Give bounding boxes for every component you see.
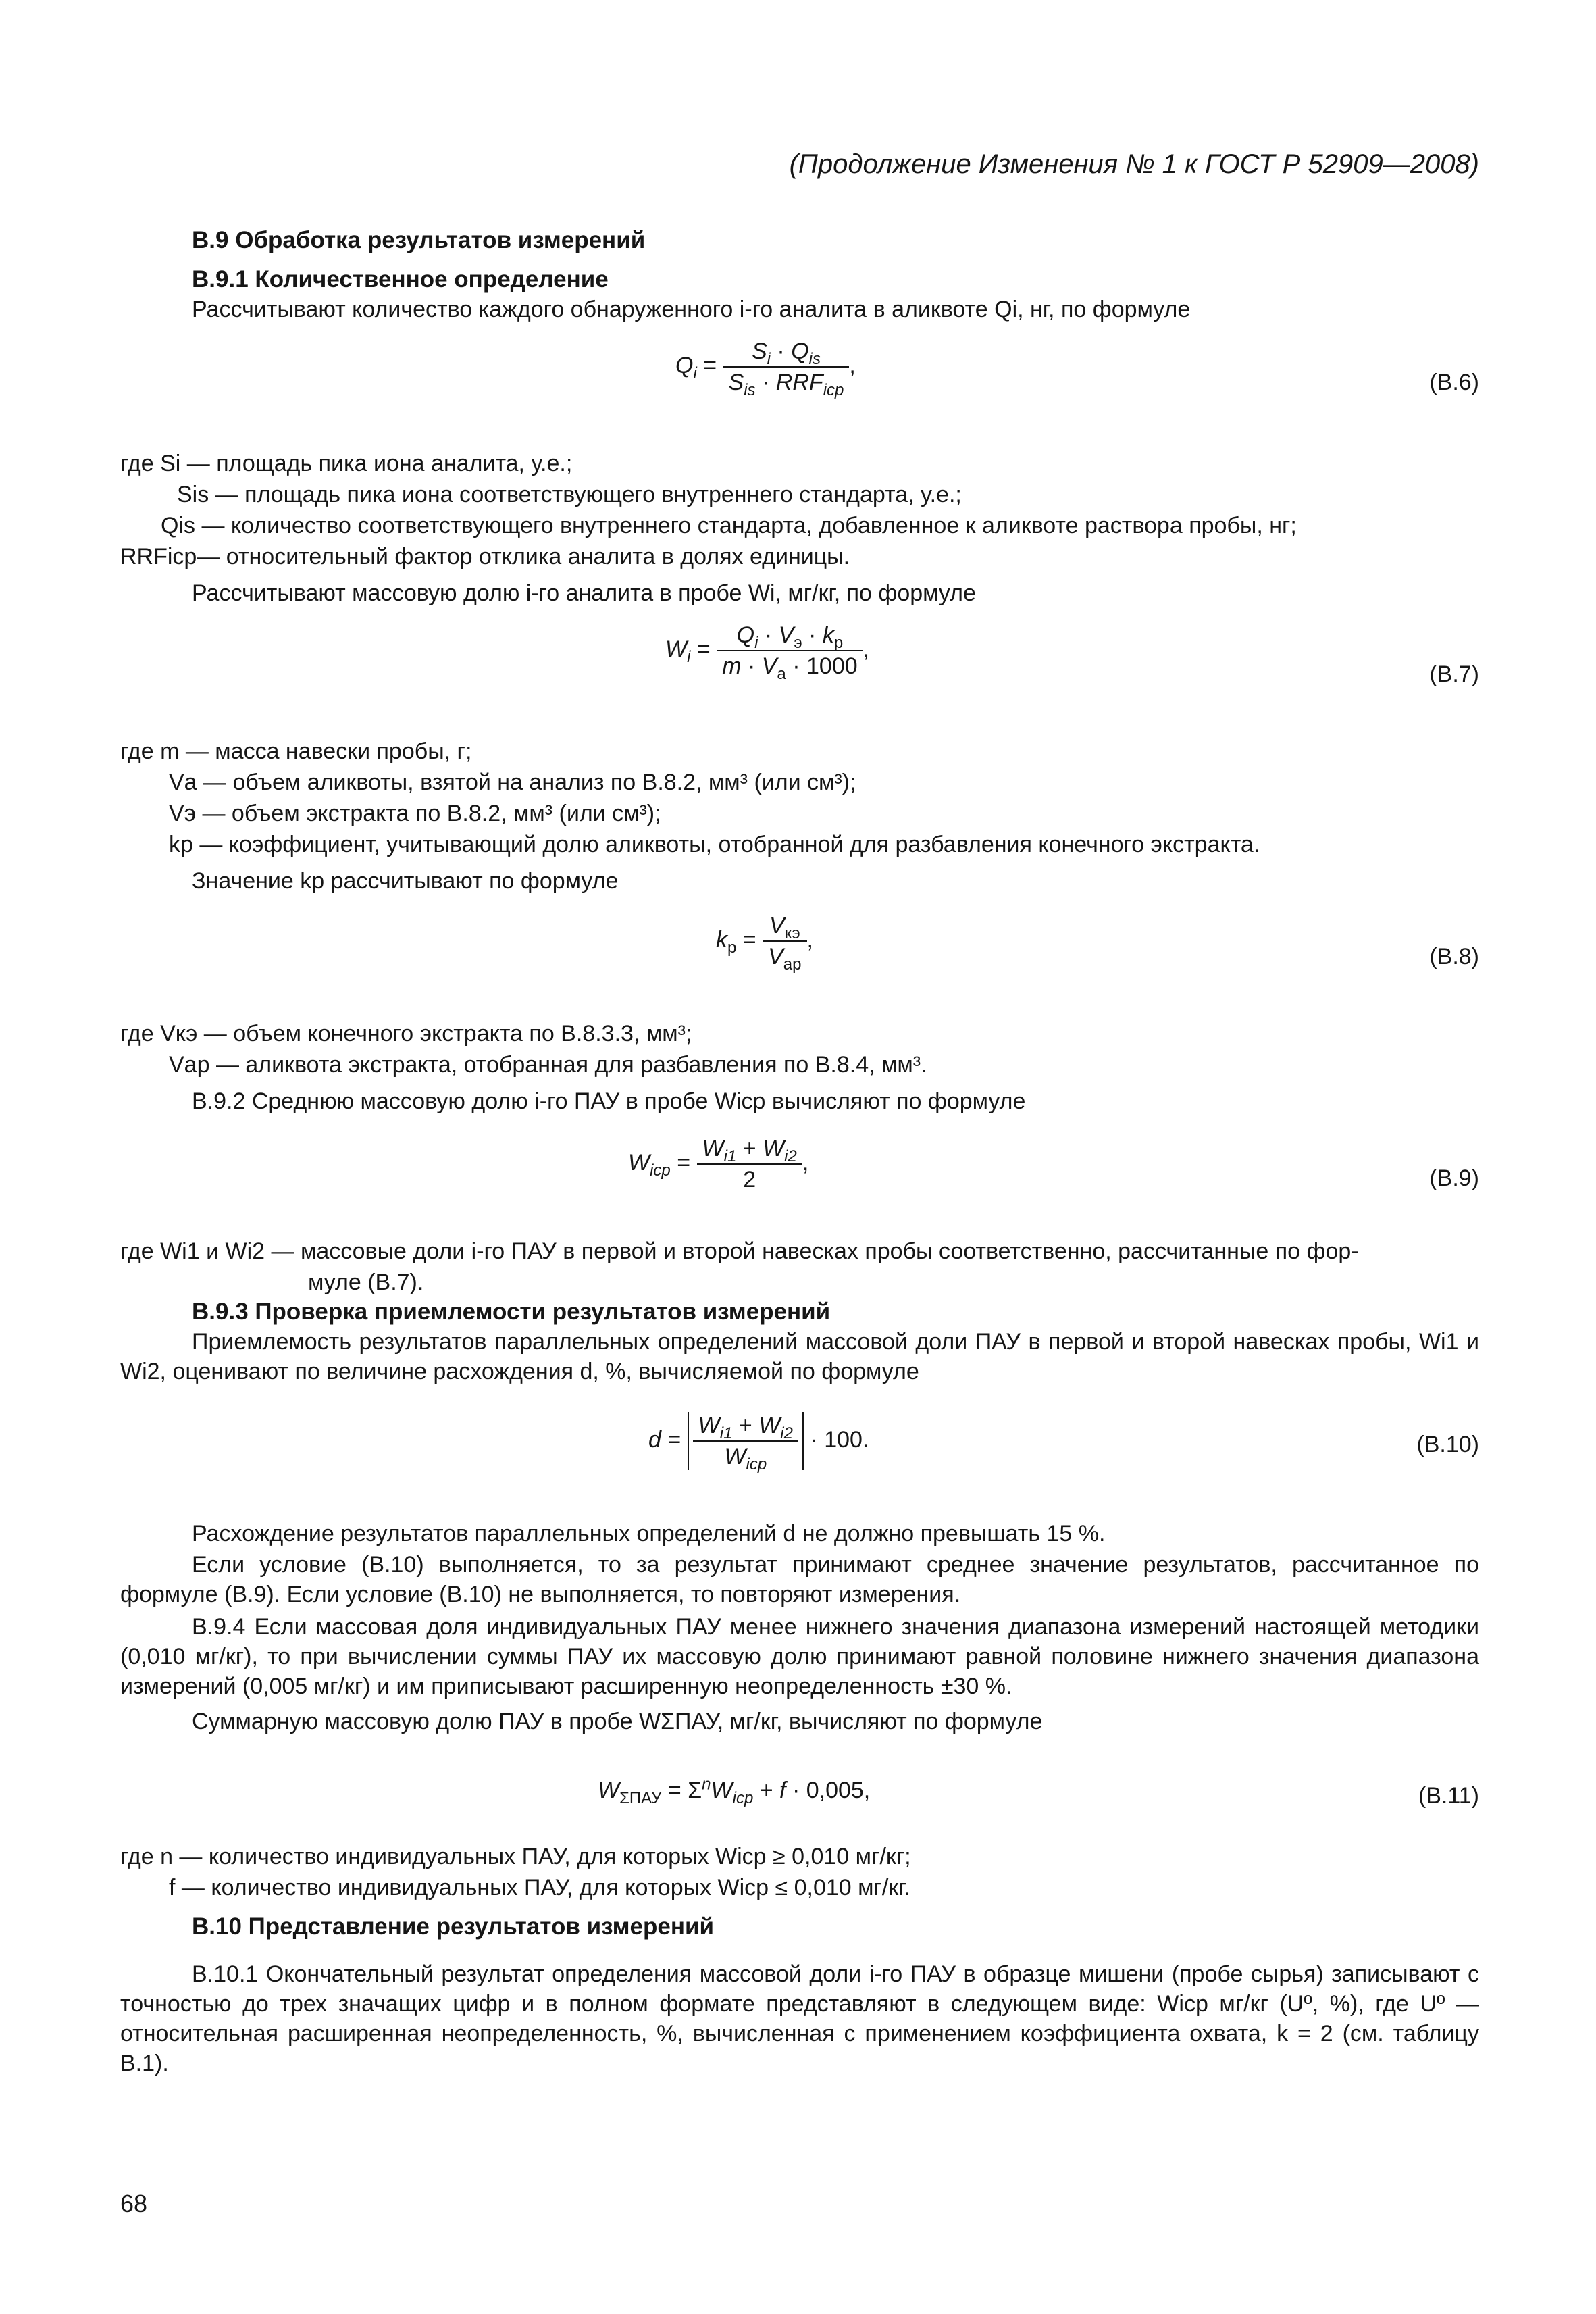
paragraph-condition: Если условие (В.10) выполняется, то за результат принимают среднее значение результатов, рассчитанное по формуле (В.9). Если условие (В.10) не выполняется, то повторяют измерения. xyxy=(120,1552,1479,1607)
formula-b8: $k_р$ = $\frac{V_{кэ}}{V_{ар}}$ , xyxy=(716,913,813,974)
formula-number-b7: (В.7) xyxy=(1429,661,1479,687)
paragraph-kp-intro: Значение kр рассчитывают по формуле xyxy=(192,868,619,894)
subsection-title-b91: В.9.1 Количественное определение xyxy=(192,266,609,293)
definition-q-is: Qis — количество соответствующего внутреннего стандарта, добавленное к аликвоте раствора пробы, нг; xyxy=(161,513,1297,538)
formula-b6: $Q_i$ = $\frac{S_i \cdot Q_{is}}{S_{is} \cdot RRF_{icp}}$ , xyxy=(675,338,856,399)
running-head: (Продолжение Изменения № 1 к ГОСТ Р 52909—2008) xyxy=(789,149,1479,179)
subsection-title-b93: В.9.3 Проверка приемлемости результатов измерений xyxy=(192,1299,831,1325)
formula-number-b6: (В.6) xyxy=(1429,370,1479,395)
formula-number-b8: (В.8) xyxy=(1429,944,1479,970)
definition-w-i1-i2-cont: муле (В.7). xyxy=(308,1269,424,1295)
formula-b11: $W_{\Sigma ПАУ} = \Sigma^nW_{icp} + f \cdot 0,005$, xyxy=(598,1775,871,1807)
formula-b9: $W_{icp}$ = $\frac{W_{i1} + W_{i2}}{2}$ , xyxy=(628,1136,809,1192)
formula-number-b9: (В.9) xyxy=(1429,1165,1479,1191)
definition-v-a: Vа — объем аликвоты, взятой на анализ по В.8.2, мм³ (или см³); xyxy=(169,770,856,795)
paragraph-divergence-limit: Расхождение результатов параллельных определений d не должно превышать 15 %. xyxy=(192,1521,1106,1546)
definition-s-is: Sis — площадь пика иона соответствующего внутреннего стандарта, у.е.; xyxy=(177,482,962,507)
definition-s-i: где Si — площадь пика иона аналита, у.е.; xyxy=(120,451,573,476)
formula-number-b11: (В.11) xyxy=(1418,1783,1479,1809)
definition-rrf: RRFicp— относительный фактор отклика аналита в долях единицы. xyxy=(120,544,850,570)
paragraph-b93-intro: Приемлемость результатов параллельных определений массовой доли ПАУ в первой и второй навесках пробы, Wi1 и Wi2, оценивают по величине расхождения d, %, вычисляемой по формуле xyxy=(120,1329,1479,1384)
definition-k-p: kр — коэффициент, учитывающий долю аликвоты, отобранной для разбавления конечного экстракта. xyxy=(169,832,1260,857)
definition-v-ke: где Vкэ — объем конечного экстракта по В.8.3.3, мм³; xyxy=(120,1021,692,1047)
definition-f: f — количество индивидуальных ПАУ, для которых Wicp ≤ 0,010 мг/кг. xyxy=(169,1875,910,1901)
paragraph-b91-intro: Рассчитывают количество каждого обнаруженного i-го аналита в аликвоте Qi, нг, по формуле xyxy=(192,297,1191,322)
section-title-b9: В.9 Обработка результатов измерений xyxy=(192,227,646,253)
paragraph-mass-fraction-intro: Рассчитывают массовую долю i-го аналита в пробе Wi, мг/кг, по формуле xyxy=(192,580,976,606)
paragraph-b101: В.10.1 Окончательный результат определения массовой доли i-го ПАУ в образце мишени (пробе сырья) записывают с точностью до трех значащих цифр и в полном формате представляют в следующем виде: Wicp мг/кг (Uº, %), где Uº — относительная расширенная неопределенность, %, вычисленная с применением коэффициента охвата, k = 2 (см. таблицу В.1). xyxy=(120,1961,1479,2076)
definition-n: где n — количество индивидуальных ПАУ, для которых Wicp ≥ 0,010 мг/кг; xyxy=(120,1844,911,1869)
formula-b10: d = $\frac{W_{i1} + W_{i2}}{W_{icp}}$ · 100. xyxy=(648,1413,869,1474)
formula-number-b10: (В.10) xyxy=(1416,1432,1479,1457)
paragraph-b92: В.9.2 Среднюю массовую долю i-го ПАУ в пробе Wicp вычисляют по формуле xyxy=(192,1088,1026,1114)
paragraph-sum-intro: Суммарную массовую долю ПАУ в пробе WΣПАУ, мг/кг, вычисляют по формуле xyxy=(192,1709,1043,1734)
definition-v-e: Vэ — объем экстракта по В.8.2, мм³ (или см³); xyxy=(169,801,661,826)
formula-b7: $W_i$ = $\frac{Q_i \cdot V_э \cdot k_р}{m \cdot V_а \cdot 1000}$ , xyxy=(665,622,870,683)
definition-v-ar: Vар — аликвота экстракта, отобранная для разбавления по В.8.4, мм³. xyxy=(169,1052,927,1078)
section-title-b10: В.10 Представление результатов измерений xyxy=(192,1913,714,1940)
paragraph-b94: В.9.4 Если массовая доля индивидуальных ПАУ менее нижнего значения диапазона измерений настоящей методики (0,010 мг/кг), то при вычислении суммы ПАУ их массовую долю принимают равной половине нижнего значения диапазона измерений (0,005 мг/кг) и им приписывают расширенную неопределенность ±30 %. xyxy=(120,1614,1479,1699)
definition-w-i1-i2: где Wi1 и Wi2 — массовые доли i-го ПАУ в первой и второй навесках пробы соответственно, рассчитанные по фор- xyxy=(120,1238,1359,1264)
page-number: 68 xyxy=(120,2190,148,2217)
definition-m: где m — масса навески пробы, г; xyxy=(120,738,472,764)
